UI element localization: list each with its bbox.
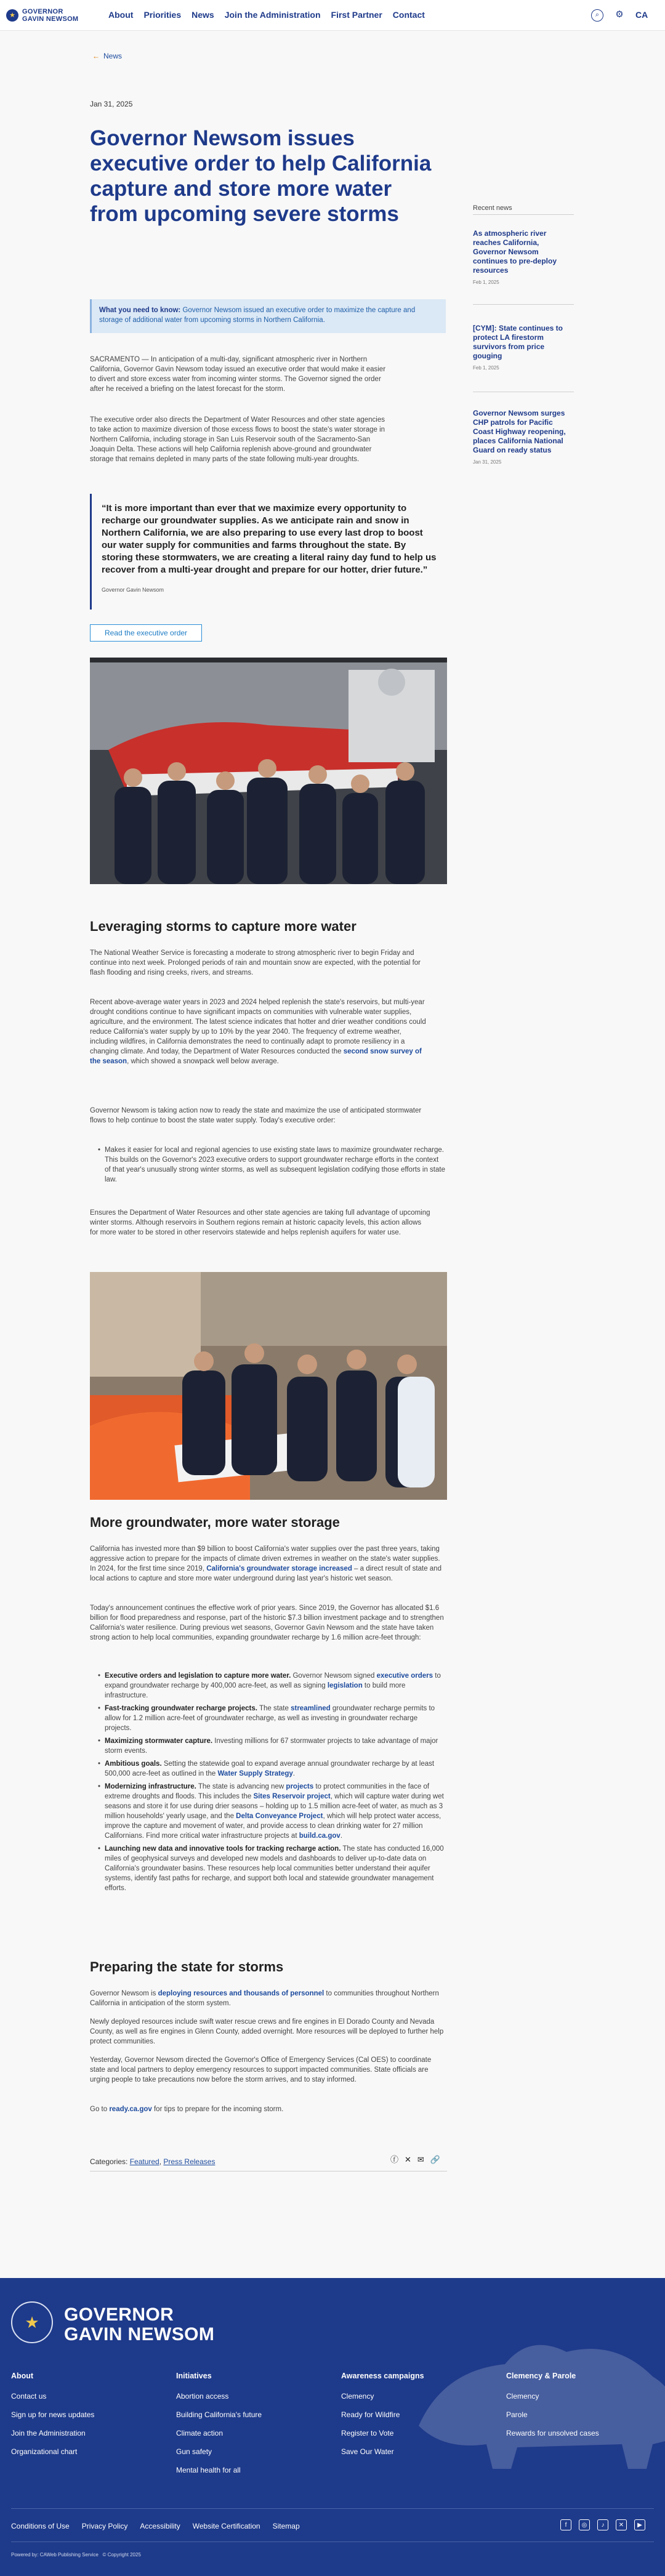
footer-column-clemency [506, 2370, 599, 2446]
list-item-text: to protect communities in the face of extreme droughts and floods. This includes the [105, 1783, 430, 1800]
recent-news-title[interactable]: As atmospheric river reaches California, Governor Newsom continues to pre-deploy resources [473, 229, 557, 275]
recent-news-date: Feb 1, 2025 [473, 365, 499, 371]
list-item [105, 1671, 446, 1701]
arrow-left-icon: ← [92, 52, 100, 60]
paragraph-4-text-a: Recent above-average water years in 2023 and 2024 helped replenish the state's reservoirs, but multi-year drought conditions continue to have significant impacts on communities with vulnerable water supplies, agriculture, and the environment. The latest science indicates that hotter and drier weather conditions could reduce California's water supply by up to 10% by the year 2040. The frequency of extreme weather, including wildfires, in California demonstrates the need to continually adapt to promote resiliency in a changing climate. And today, the Department of Water Resources conducted the [90, 999, 426, 1055]
footer-link[interactable]: Climate action [176, 2428, 224, 2437]
powered-by [11, 2551, 141, 2559]
sites-reservoir-link[interactable]: Sites Reservoir project [253, 1793, 331, 1800]
governor-quote [90, 494, 447, 610]
nav-first-partner[interactable]: First Partner [331, 10, 382, 20]
powered-by-text: Powered by: CAWeb Publishing Service [11, 2552, 99, 2558]
list-item [105, 1782, 446, 1841]
footer-link[interactable]: Clemency [506, 2391, 539, 2401]
list-item-text: . [292, 1770, 295, 1777]
water-supply-strategy-link[interactable]: Water Supply Strategy [217, 1770, 293, 1777]
build-ca-gov-link[interactable]: build.ca.gov [299, 1832, 341, 1840]
link-icon[interactable]: 🔗 [430, 2155, 441, 2164]
footer-link[interactable]: Gun safety [176, 2447, 212, 2456]
facebook-icon[interactable]: ⓕ [390, 2155, 399, 2164]
list-item-heading: Ambitious goals. [105, 1760, 162, 1768]
back-label: News [103, 52, 123, 60]
paragraph-10: Newly deployed resources include swift water rescue crews and fire engines in El Dorado County and Nevada County, as well as fire engines in Glenn County, added overnight. More resources will be deployed to further help protect communities. [90, 2018, 444, 2045]
footer-link[interactable]: Organizational chart [11, 2447, 78, 2456]
list-item-text: Investing millions for 67 stormwater projects to take advantage of major storm events. [105, 1737, 438, 1755]
article-date: Jan 31, 2025 [90, 100, 133, 108]
read-executive-order-button[interactable]: Read the executive order [90, 624, 202, 642]
email-icon[interactable]: ✉ [417, 2155, 424, 2164]
site-logo[interactable] [6, 8, 78, 23]
main-nav [108, 9, 425, 22]
copyright-text: © Copyright 2025 [102, 2552, 141, 2558]
categories [90, 2156, 215, 2167]
list-item [105, 1759, 446, 1779]
section-heading-preparing: Preparing the state for storms [90, 1959, 284, 1974]
ca-gov-logo[interactable]: CA [635, 10, 648, 20]
conditions-of-use-link[interactable]: Conditions of Use [11, 2522, 70, 2530]
tiktok-icon[interactable]: ♪ [597, 2519, 608, 2530]
list-item-text: Setting the statewide goal to expand average annual groundwater recharge by at least 500,000 acre-feet as outlined in the [105, 1760, 435, 1777]
signing-order-photo [90, 1272, 447, 1500]
paragraph-7-text-a: California has invested more than $9 billion to boost California's water supplies over the past three years, taking aggressive action to prepare for the impacts of climate driven extremes in weather on the state's water supplies. In 2024, for the first time since 2019, [90, 1545, 440, 1572]
page-title: Governor Newsom issues executive order to help California capture and store more water from upcoming severe storms [90, 126, 432, 226]
logo-line-2: GAVIN NEWSOM [22, 15, 79, 23]
delta-conveyance-link[interactable]: Delta Conveyance Project [236, 1813, 323, 1820]
instagram-icon[interactable]: ◎ [579, 2519, 590, 2530]
site-header [0, 0, 665, 31]
social-links [560, 2519, 645, 2530]
paragraph-9-text-b: to communities throughout Northern California in anticipation of the storm system. [90, 1990, 439, 2007]
paragraph-12-text-b: for tips to prepare for the incoming storm. [151, 2106, 284, 2113]
paragraph-8: Today's announcement continues the effective work of prior years. Since 2019, the Governor has allocated $1.6 billion for flood preparedness and response, part of the historic $7.3 billion investment package and to strengthen California's water resilience. During previous wet seasons, Governor Gavin Newsom and the state have taken strong action to help local communities, expanding groundwater recharge by 1.6 million acre-feet through: [90, 1604, 444, 1641]
accessibility-link[interactable]: Accessibility [140, 2522, 180, 2530]
streamlined-link[interactable]: streamlined [291, 1705, 331, 1712]
categories-label: Categories: [90, 2157, 130, 2166]
footer-link[interactable]: Building California's future [176, 2410, 262, 2419]
footer-link[interactable]: Abortion access [176, 2391, 229, 2401]
list-item-text: . [340, 1832, 343, 1840]
footer-column-initiatives [176, 2370, 262, 2483]
list-item: • Makes it easier for local and regional agencies to use existing state laws to maximize groundwater recharge. This builds on the Governor's 2023 executive orders to support groundwater recharge efforts in the context of that year's unusually strong winter storms, as well as subsequent legislation codifying those efforts in state law. [105, 1145, 446, 1185]
list-item [105, 1736, 446, 1756]
footer-legal-links [11, 2521, 300, 2532]
list-item-text: The state has conducted 16,000 miles of geophysical surveys and developed new models and dashboards to deliver up-to-date data on California's groundwater basins. These resources help local communities better understand their aquifer systems, identify fast paths for recharge, and support both local and statewide groundwater management efforts. [105, 1845, 444, 1892]
category-featured-link[interactable]: Featured [129, 2157, 159, 2166]
paragraph-11: Yesterday, Governor Newsom directed the Governor's Office of Emergency Services (Cal OES) to coordinate state and local partners to deploy emergency resources to support impacted communities. State officials are urging people to take precautions now before the storm arrives, and to stay informed. [90, 2056, 432, 2083]
footer-logo-line-2: GAVIN NEWSOM [64, 2324, 215, 2345]
groundwater-actions-list [105, 1671, 446, 1896]
recent-news-item[interactable] [473, 229, 574, 286]
executive-order-list [105, 1145, 446, 1188]
category-separator: , [159, 2157, 164, 2166]
paragraph-7-text-b: – a direct result of state and local actions to capture and store more water underground during last year's historic wet season. [90, 1565, 441, 1582]
paragraph-6: Ensures the Department of Water Resources and other state agencies are taking full advantage of upcoming winter storms. Although reservoirs in Southern regions remain at historic capacity levels, this action allows for more water to be stored in other reservoirs statewide and helps replenish aquifers for water use. [90, 1209, 430, 1236]
list-item-heading: Modernizing infrastructure. [105, 1783, 196, 1790]
quote-attribution: Governor Gavin Newsom [102, 587, 164, 593]
category-press-releases-link[interactable]: Press Releases [163, 2157, 216, 2166]
list-item-heading: Maximizing stormwater capture. [105, 1737, 213, 1745]
divider [11, 2508, 654, 2509]
settings-icon[interactable]: ⚙ [615, 9, 624, 20]
paragraph-4-text-b: , which showed a snowpack well below average. [127, 1058, 279, 1065]
paragraph-12 [90, 2104, 446, 2114]
x-icon[interactable]: ✕ [405, 2155, 411, 2164]
paragraph-9-text-a: Governor Newsom is [90, 1990, 158, 1997]
footer-link[interactable]: Join the Administration [11, 2428, 86, 2437]
need-to-know-label: What you need to know: [99, 307, 181, 314]
divider [473, 304, 574, 305]
paragraph-5: Governor Newsom is taking action now to ready the state and maximize the use of anticipated stormwater flows to help continue to boost the state water supply. Today's executive order: [90, 1107, 422, 1124]
search-icon[interactable]: ⌕ [591, 9, 603, 22]
article-photo-2 [90, 1272, 447, 1500]
footer-column-heading: Awareness campaigns [341, 2372, 424, 2380]
footer-link[interactable]: Ready for Wildfire [341, 2410, 400, 2419]
footer-column-heading: About [11, 2372, 34, 2380]
paragraph-4 [90, 997, 431, 1066]
section-heading-leveraging: Leveraging storms to capture more water [90, 919, 357, 934]
list-item-heading: Fast-tracking groundwater recharge projects. [105, 1705, 257, 1712]
paragraph-7 [90, 1544, 446, 1584]
back-to-news-link[interactable] [92, 50, 122, 62]
footer-link[interactable]: Parole [506, 2410, 528, 2419]
footer-column-heading: Initiatives [176, 2372, 212, 2380]
list-item-text: groundwater recharge permits to allow for 1.2 million acre-feet of groundwater recharge, as well as investing in groundwater recharge projects. [105, 1705, 435, 1732]
footer-column-heading: Clemency & Parole [506, 2372, 576, 2380]
need-to-know-box [90, 299, 446, 333]
logo-line-1: GOVERNOR [22, 8, 63, 15]
x-icon[interactable]: ✕ [616, 2519, 627, 2530]
executive-orders-link[interactable]: executive orders [376, 1672, 433, 1680]
header-icons [591, 9, 651, 22]
footer-column-awareness [341, 2370, 424, 2465]
footer-link[interactable]: Rewards for unsolved cases [506, 2428, 599, 2437]
sitemap-link[interactable]: Sitemap [272, 2522, 300, 2530]
footer-link[interactable]: Mental health for all [176, 2465, 241, 2474]
snow-survey-link[interactable]: second snow survey of the season [90, 1048, 422, 1065]
footer-link[interactable]: Save Our Water [341, 2447, 394, 2456]
share-buttons [390, 2154, 440, 2166]
projects-link[interactable]: projects [286, 1783, 314, 1790]
paragraph-1: SACRAMENTO — In anticipation of a multi-day, significant atmospheric river in Northern California, Governor Gavin Newsom today issued an executive order that would make it easier to divert and store excess water from incoming winter storms. The Governor signed the order after he received a briefing on the latest forecast for the storm. [90, 356, 386, 393]
footer-column-about [11, 2370, 94, 2465]
privacy-policy-link[interactable]: Privacy Policy [81, 2522, 128, 2530]
list-item-text: The state is advancing new [196, 1783, 286, 1790]
helicopter-crew-photo [90, 658, 447, 884]
recent-news-title[interactable]: [CYM]: State continues to protect LA firestorm survivors from price gouging [473, 324, 563, 360]
footer-link[interactable]: Contact us [11, 2391, 47, 2401]
list-item-text: , which will capture water during wet seasons and store it for use during drier seasons – holding up to 1.5 million acre-feet of water, as much as 3 million households' yearly usage, and the [105, 1793, 444, 1820]
ready-ca-gov-link[interactable]: ready.ca.gov [109, 2106, 152, 2113]
facebook-icon[interactable]: f [560, 2519, 571, 2530]
paragraph-2: The executive order also directs the Department of Water Resources and other state agencies to take action to maximize diversion of those excess flows to boost the state's water storage in Northern California, including storage in San Luis Reservoir south of the Sacramento-San Joaquin Delta. These actions will help California replenish above-ground and groundwater storage that remains depleted in many parts of the state following multi-year droughts. [90, 416, 385, 463]
deploying-resources-link[interactable]: deploying resources and thousands of personnel [158, 1990, 324, 1997]
list-item-text: to expand groundwater recharge by 400,000 acre-feet, as well as signing [105, 1672, 441, 1689]
recent-news-date: Jan 31, 2025 [473, 459, 502, 465]
footer-link[interactable]: Register to Vote [341, 2428, 394, 2437]
article-photo-1 [90, 658, 447, 884]
site-footer [0, 2278, 665, 2576]
quote-text: “It is more important than ever that we maximize every opportunity to recharge our groundwater supplies. As we anticipate rain and snow in Northern California, we are also preparing to use every last drop to boost our water supply for communities and farms throughout the state. By storing these stormwaters, we are creating a literal rainy day fund to help us recover from a multi-year drought and prepare for our hotter, drier future.” [102, 503, 437, 575]
nav-news[interactable]: News [191, 10, 214, 20]
divider [473, 214, 574, 215]
nav-priorities[interactable]: Priorities [143, 10, 182, 20]
list-item-heading: Executive orders and legislation to capture more water. [105, 1672, 291, 1680]
seal-icon: ★ [11, 2301, 53, 2343]
paragraph-12-text-a: Go to [90, 2106, 110, 2113]
paragraph-9 [90, 1989, 446, 2008]
list-item-text: The state [257, 1705, 291, 1712]
recent-news-item[interactable] [473, 409, 574, 466]
recent-news-title[interactable]: Governor Newsom surges CHP patrols for Pacific Coast Highway reopening, places California National Guard on ready status [473, 409, 566, 454]
nav-about[interactable]: About [108, 10, 134, 20]
list-item-text: to build more infrastructure. [105, 1682, 406, 1699]
groundwater-storage-link[interactable]: California's groundwater storage increased [206, 1565, 352, 1572]
section-heading-groundwater: More groundwater, more water storage [90, 1515, 340, 1530]
nav-contact[interactable]: Contact [392, 10, 425, 20]
footer-logo[interactable] [64, 2305, 214, 2345]
list-item-text: Governor Newsom signed [291, 1672, 377, 1680]
footer-logo-line-1: GOVERNOR [64, 2304, 174, 2325]
list-item-text: , which will help protect water access, improve the capture and movement of water, and provide access to clean drinking water for 27 million Californians. Find more critical water infrastructure projects at [105, 1813, 441, 1840]
need-to-know-text: Governor Newsom issued an executive order to maximize the capture and storage of additional water from upcoming storms in Northern California. [99, 307, 416, 324]
paragraph-3: The National Weather Service is forecasting a moderate to strong atmospheric river to begin Friday and continue into next week. Prolonged periods of rain and mountain snow are expected, with the potential for flash flooding and rising creeks, rivers, and streams. [90, 949, 421, 976]
recent-news-heading: Recent news [473, 204, 512, 212]
youtube-icon[interactable]: ▶ [634, 2519, 645, 2530]
legislation-link[interactable]: legislation [327, 1682, 363, 1689]
website-certification-link[interactable]: Website Certification [192, 2522, 260, 2530]
footer-link[interactable]: Sign up for news updates [11, 2410, 95, 2419]
footer-link[interactable]: Clemency [341, 2391, 374, 2401]
recent-news-item[interactable] [473, 324, 574, 372]
list-item [105, 1844, 446, 1893]
seal-icon: ★ [6, 9, 18, 22]
list-item [105, 1704, 446, 1733]
list-item-heading: Launching new data and innovative tools for tracking recharge action. [105, 1845, 341, 1853]
recent-news-date: Feb 1, 2025 [473, 280, 499, 285]
nav-join[interactable]: Join the Administration [224, 10, 321, 20]
